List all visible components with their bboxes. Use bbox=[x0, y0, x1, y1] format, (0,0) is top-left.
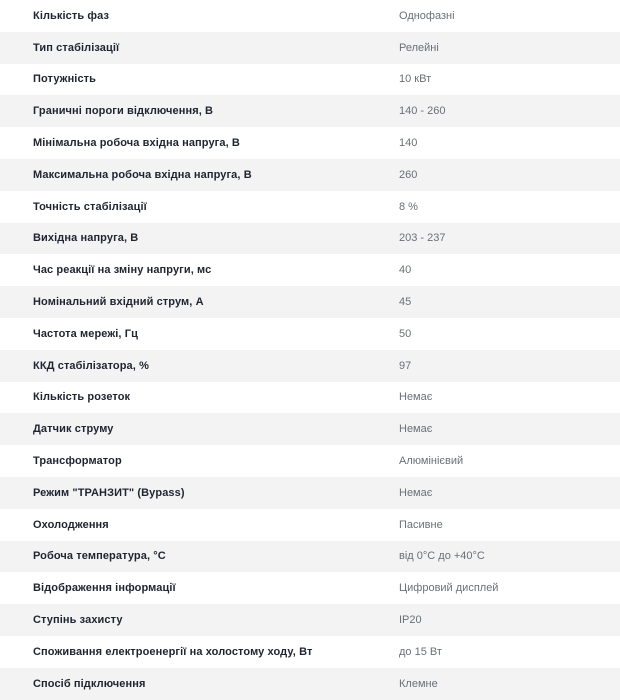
spec-row-transformer bbox=[0, 445, 620, 477]
spec-name: Кількість розеток bbox=[33, 391, 131, 404]
spec-name: Номінальний вхідний струм, А bbox=[33, 296, 204, 309]
spec-row-bypass-mode bbox=[0, 477, 620, 509]
spec-row-reaction-time bbox=[0, 254, 620, 286]
spec-value: Однофазні bbox=[399, 9, 455, 22]
spec-name: Ступінь захисту bbox=[33, 614, 123, 627]
spec-row-idle-consumption bbox=[0, 636, 620, 668]
spec-name: Вихідна напруга, В bbox=[33, 232, 139, 245]
spec-row-cooling bbox=[0, 509, 620, 541]
spec-value: Цифровий дисплей bbox=[399, 582, 499, 595]
spec-name: Потужність bbox=[33, 73, 97, 86]
spec-name: Мінімальна робоча вхідна напруга, В bbox=[33, 137, 240, 150]
spec-row-sockets bbox=[0, 382, 620, 414]
spec-row-cutoff-thresholds bbox=[0, 95, 620, 127]
spec-name: Кількість фаз bbox=[33, 9, 110, 22]
spec-value: Клемне bbox=[399, 677, 438, 690]
spec-row-min-input-voltage bbox=[0, 127, 620, 159]
spec-row-phases bbox=[0, 0, 620, 32]
spec-row-power bbox=[0, 64, 620, 96]
spec-value: Алюмінієвий bbox=[399, 455, 464, 468]
spec-value: Немає bbox=[399, 423, 433, 436]
spec-row-operating-temperature bbox=[0, 541, 620, 573]
spec-name: Споживання електроенергії на холостому ходу, Вт bbox=[33, 645, 313, 658]
spec-value: Пасивне bbox=[399, 518, 443, 531]
spec-name: Частота мережі, Гц bbox=[33, 327, 138, 340]
spec-row-stabilization-type bbox=[0, 32, 620, 64]
spec-value: до 15 Вт bbox=[399, 645, 442, 658]
spec-name: Спосіб підключення bbox=[33, 677, 146, 690]
spec-value: Немає bbox=[399, 391, 433, 404]
spec-row-stabilization-accuracy bbox=[0, 191, 620, 223]
spec-row-output-voltage bbox=[0, 223, 620, 255]
spec-value: IP20 bbox=[399, 614, 422, 627]
spec-value: 140 bbox=[399, 137, 418, 150]
spec-value: 260 bbox=[399, 168, 418, 181]
spec-name: Відображення інформації bbox=[33, 582, 176, 595]
spec-row-display bbox=[0, 572, 620, 604]
spec-row-efficiency bbox=[0, 350, 620, 382]
spec-value: 45 bbox=[399, 296, 412, 309]
spec-value: 40 bbox=[399, 264, 412, 277]
spec-name: Режим "ТРАНЗИТ" (Bypass) bbox=[33, 486, 185, 499]
spec-row-nominal-input-current bbox=[0, 286, 620, 318]
spec-row-protection-degree bbox=[0, 604, 620, 636]
spec-value: 97 bbox=[399, 359, 412, 372]
spec-row-max-input-voltage bbox=[0, 159, 620, 191]
spec-name: Трансформатор bbox=[33, 455, 122, 468]
spec-value: 50 bbox=[399, 327, 412, 340]
spec-name: Датчик струму bbox=[33, 423, 114, 436]
spec-value: Немає bbox=[399, 486, 433, 499]
spec-name: Час реакції на зміну напруги, мс bbox=[33, 264, 212, 277]
spec-value: 203 - 237 bbox=[399, 232, 446, 245]
spec-value: Релейні bbox=[399, 41, 439, 54]
spec-value: 10 кВт bbox=[399, 73, 432, 86]
spec-value: від 0°С до +40°С bbox=[399, 550, 485, 563]
spec-name: Точність стабілізації bbox=[33, 200, 147, 213]
spec-name: Тип стабілізації bbox=[33, 41, 120, 54]
spec-value: 140 - 260 bbox=[399, 105, 446, 118]
spec-name: Граничні пороги відключення, В bbox=[33, 105, 214, 118]
spec-row-frequency bbox=[0, 318, 620, 350]
spec-name: ККД стабілізатора, % bbox=[33, 359, 149, 372]
spec-name: Робоча температура, °С bbox=[33, 550, 166, 563]
spec-row-current-sensor bbox=[0, 413, 620, 445]
spec-value: 8 % bbox=[399, 200, 418, 213]
spec-name: Охолодження bbox=[33, 518, 109, 531]
spec-name: Максимальна робоча вхідна напруга, В bbox=[33, 168, 252, 181]
spec-row-connection-method bbox=[0, 668, 620, 700]
